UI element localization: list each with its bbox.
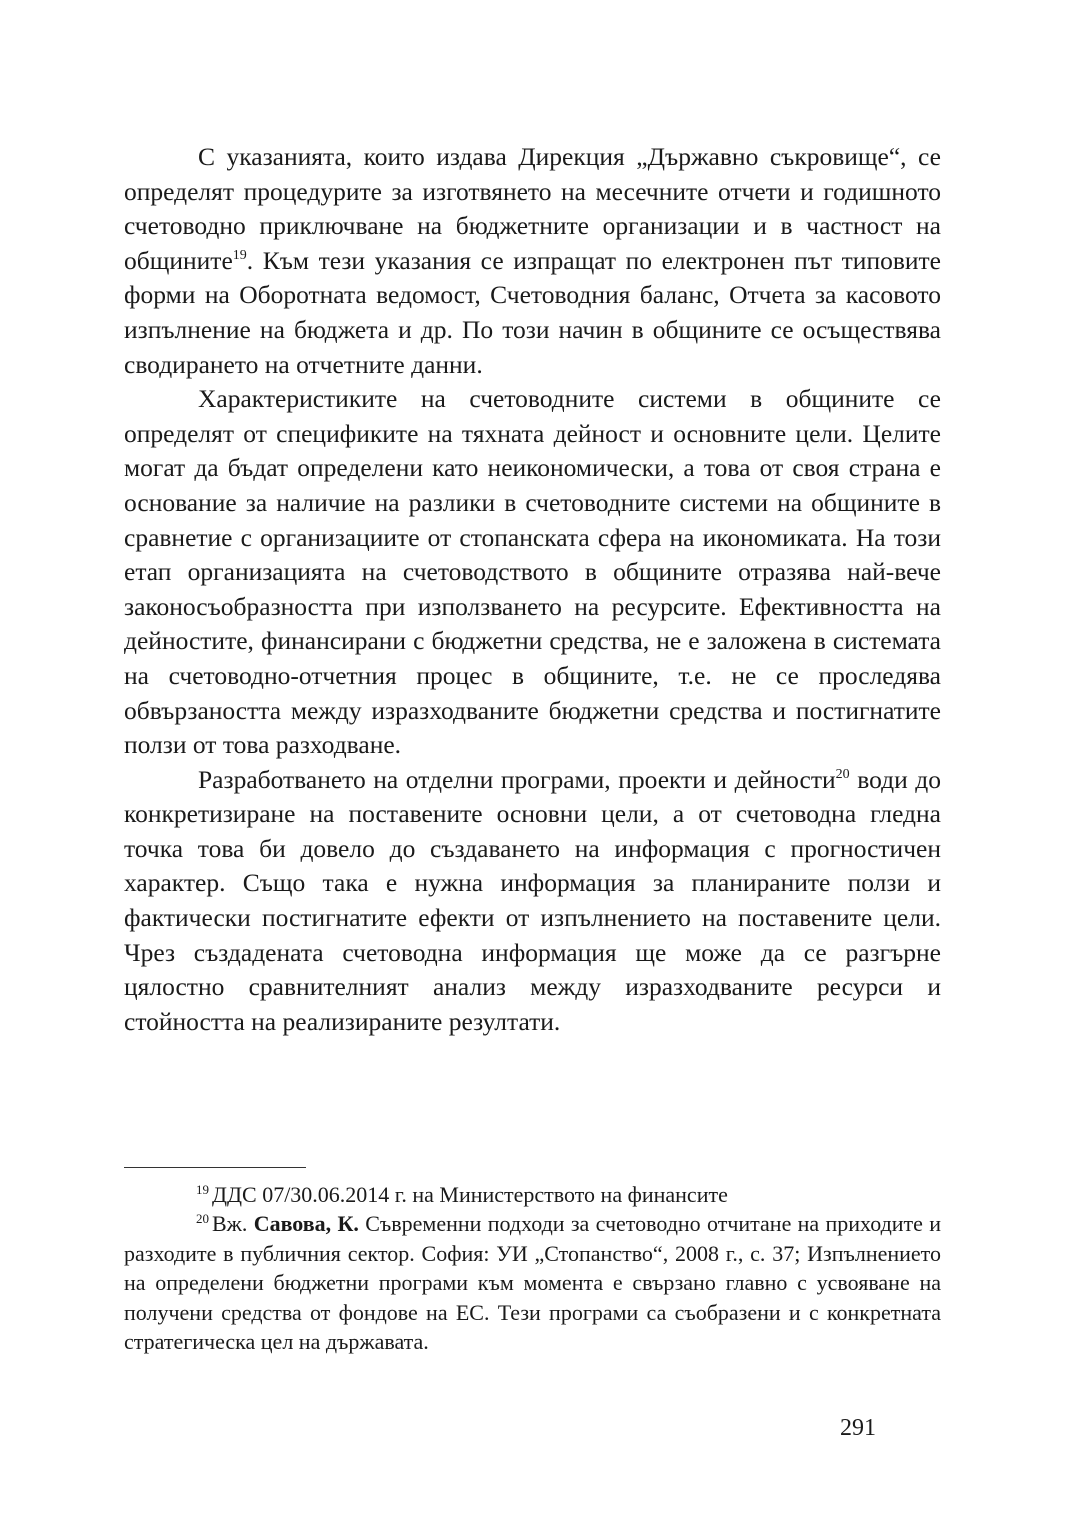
footnote-number: 19 — [196, 1182, 209, 1197]
paragraph-1-text-b: . Към тези указания се изпращат по електронен път типовите форми на Оборотната ведомост, Счетоводния баланс, Отчета за касовото изпълнение на бюджета и др. По този начин в общините се осъществява сводирането на отчетните данни. — [124, 245, 941, 379]
page-number: 291 — [840, 1415, 876, 1441]
footnote-20 — [124, 1209, 941, 1356]
paragraph-3-text-b: води до конкретизиране на поставените основни цели, а от счетоводна гледна точка това би довело до създаването на информация с прогностичен характер. Също така е нужна информация за планираните ползи и фактически постигнатите ефекти от изпълнението на поставените цели. Чрез създадената счетоводна информация ще може да се разгърне цялостно сравнителният анализ между изразходваните ресурси и стойността на реализираните резултати. — [124, 764, 941, 1036]
paragraph-2: Характеристиките на счетоводните системи в общините се определят от спецификите на тяхната дейност и основните цели. Целите могат да бъдат определени като неикономически, а това от своя страна е основание за наличие на разлики в счетоводните системи на общините в сравнетие с организациите от стопанската сфера на икономиката. На този етап организацията на счетоводството в общините отразява най-вече законосъобразността при използването на ресурсите. Ефективността на дейностите, финансирани с бюджетни средства, не е заложена в системата на счетоводно-отчетния процес в общините, т.е. не се проследява обвързаността между изразходваните бюджетни средства и постигнатите ползи от това разходване. — [124, 384, 941, 760]
main-text — [124, 140, 941, 1039]
paragraph-3 — [124, 763, 941, 1040]
footnote-ref-19[interactable]: 19 — [232, 247, 247, 263]
footnote-prefix: Вж. — [212, 1211, 254, 1237]
paragraph-1 — [124, 140, 941, 382]
paragraph-1-text-a: С указанията, които издава Дирекция „Държавно съкровище“, се определят процедурите за изготвянето на месечните отчети и годишното счетоводно приключване на бюджетните организации и в частност на общините — [124, 142, 941, 275]
footnote-separator — [124, 1167, 306, 1168]
footnote-text: Съвременни подходи за счетоводно отчитане на приходите и разходите в публичния сектор. София: УИ „Стопанство“, 2008 г., с. 37; Изпълнението на определени бюджетни програми към момента е свързано главно с усвояване на получени средства от фондове на ЕС. Тези програми са съобразени и с конкретната стратегическа цел на държавата. — [124, 1211, 942, 1355]
footnote-text: ДДС 07/30.06.2014 г. на Министерството на финансите — [212, 1182, 728, 1207]
footnotes — [124, 1180, 941, 1356]
footnote-ref-20[interactable]: 20 — [835, 766, 850, 782]
footnote-19 — [124, 1180, 941, 1209]
footnote-number: 20 — [196, 1211, 209, 1227]
paragraph-3-text-a: Разработването на отделни програми, проекти и дейности — [198, 764, 836, 794]
footnote-author: Савова, К. — [253, 1211, 359, 1237]
